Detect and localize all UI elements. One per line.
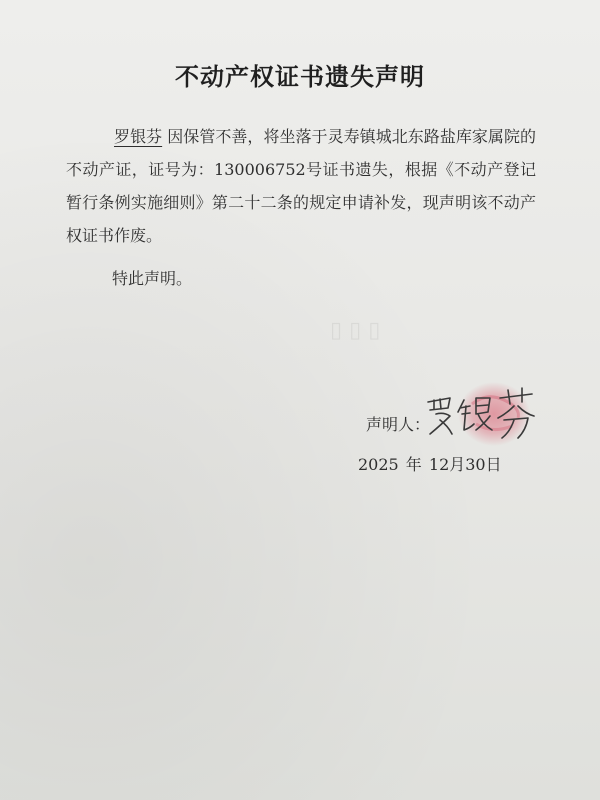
- show-through-text: ▯ ▯ ▯: [330, 318, 381, 343]
- declarant-name: 罗银芬: [114, 127, 163, 146]
- document-title: 不动产权证书遗失声明: [175, 62, 425, 91]
- statement-date: 2025 年 12月30日: [358, 455, 502, 474]
- statement-paragraph: [66, 120, 536, 252]
- statement-body: 因保管不善，将坐落于灵寿镇城北东路盐库家属院的不动产证，证号为：130006752号证书遗失，根据《不动产登记暂行条例实施细则》第二十二条的规定申请补发，现声明该不动产权证书作废。: [66, 127, 536, 245]
- closing-statement: 特此声明。: [112, 269, 193, 288]
- declarant-label: 声明人：: [366, 415, 431, 434]
- handwritten-signature: [420, 384, 540, 444]
